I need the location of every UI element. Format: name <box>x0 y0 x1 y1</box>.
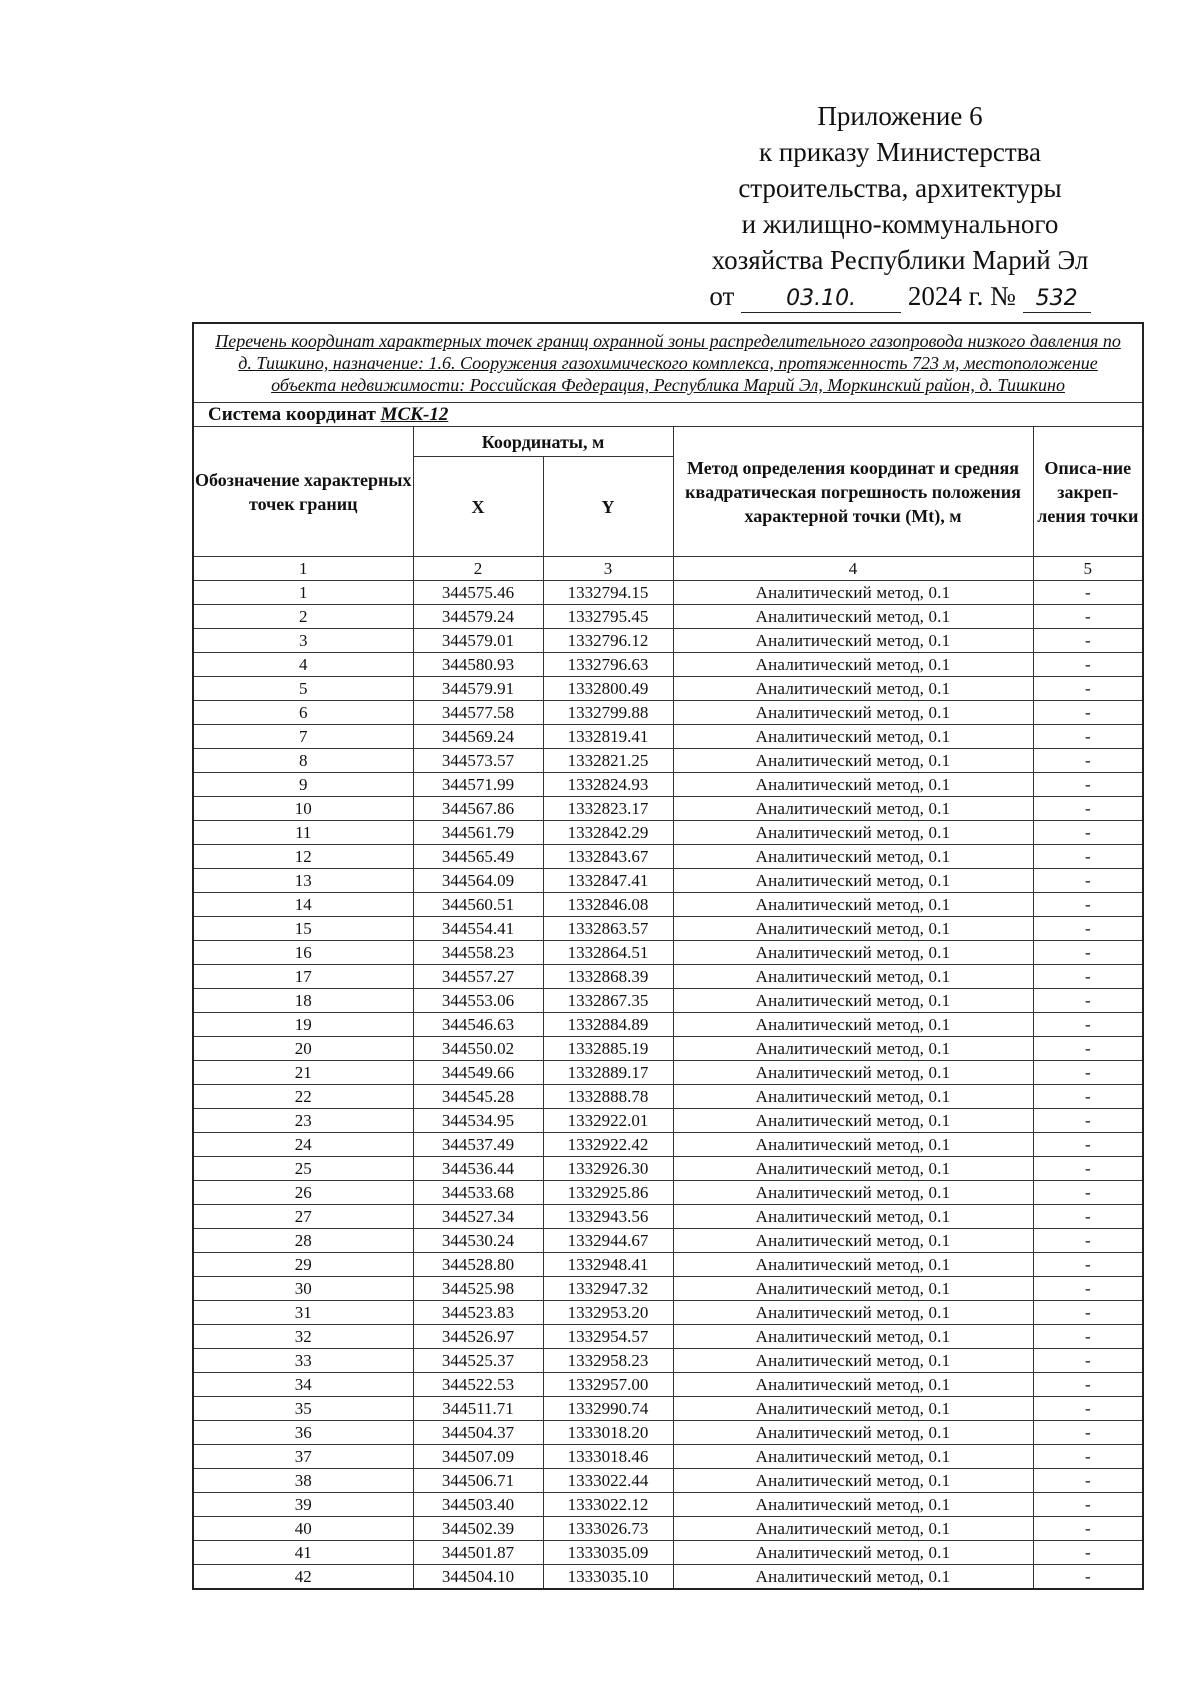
table-row <box>193 797 1143 821</box>
method: Аналитический метод, 0.1 <box>673 1325 1033 1349</box>
coord-y: 1332953.20 <box>543 1301 673 1325</box>
fixing-description: - <box>1033 1037 1143 1061</box>
table-row <box>193 1061 1143 1085</box>
coord-y: 1332794.15 <box>543 581 673 605</box>
coord-y: 1332889.17 <box>543 1061 673 1085</box>
coord-x: 344530.24 <box>413 1229 543 1253</box>
point-number: 36 <box>193 1421 413 1445</box>
coord-x: 344528.80 <box>413 1253 543 1277</box>
table-row <box>193 1109 1143 1133</box>
coord-x: 344565.49 <box>413 845 543 869</box>
table-row <box>193 1085 1143 1109</box>
coord-x: 344527.34 <box>413 1205 543 1229</box>
point-number: 14 <box>193 893 413 917</box>
fixing-description: - <box>1033 725 1143 749</box>
table-row <box>193 1013 1143 1037</box>
point-number: 29 <box>193 1253 413 1277</box>
fixing-description: - <box>1033 989 1143 1013</box>
method: Аналитический метод, 0.1 <box>673 1229 1033 1253</box>
table-row <box>193 941 1143 965</box>
table-row <box>193 965 1143 989</box>
order-date-line <box>640 278 1160 314</box>
fixing-description: - <box>1033 1493 1143 1517</box>
table-row <box>193 605 1143 629</box>
point-number: 39 <box>193 1493 413 1517</box>
coord-y: 1332958.23 <box>543 1349 673 1373</box>
method: Аналитический метод, 0.1 <box>673 1157 1033 1181</box>
table-row <box>193 653 1143 677</box>
method: Аналитический метод, 0.1 <box>673 1205 1033 1229</box>
header-line: хозяйства Республики Марий Эл <box>711 245 1089 275</box>
coord-y: 1332944.67 <box>543 1229 673 1253</box>
method: Аналитический метод, 0.1 <box>673 1517 1033 1541</box>
fixing-description: - <box>1033 1013 1143 1037</box>
header-line: к приказу Министерства <box>758 137 1042 167</box>
fixing-description: - <box>1033 1133 1143 1157</box>
method: Аналитический метод, 0.1 <box>673 1277 1033 1301</box>
table-row <box>193 749 1143 773</box>
coord-x: 344558.23 <box>413 941 543 965</box>
point-number: 42 <box>193 1565 413 1590</box>
point-number: 9 <box>193 773 413 797</box>
point-number: 27 <box>193 1205 413 1229</box>
coord-y: 1332847.41 <box>543 869 673 893</box>
coord-y: 1332824.93 <box>543 773 673 797</box>
coord-y: 1332868.39 <box>543 965 673 989</box>
coord-x: 344579.91 <box>413 677 543 701</box>
coord-y: 1333018.46 <box>543 1445 673 1469</box>
point-number: 17 <box>193 965 413 989</box>
coord-x: 344511.71 <box>413 1397 543 1421</box>
coord-y: 1332800.49 <box>543 677 673 701</box>
point-number: 6 <box>193 701 413 725</box>
fixing-description: - <box>1033 1517 1143 1541</box>
coord-y: 1332926.30 <box>543 1157 673 1181</box>
table-row <box>193 629 1143 653</box>
coord-x: 344506.71 <box>413 1469 543 1493</box>
coord-x: 344560.51 <box>413 893 543 917</box>
coord-x: 344567.86 <box>413 797 543 821</box>
coord-y: 1332796.12 <box>543 629 673 653</box>
method: Аналитический метод, 0.1 <box>673 677 1033 701</box>
table-row <box>193 1325 1143 1349</box>
coord-x: 344550.02 <box>413 1037 543 1061</box>
coord-y: 1332888.78 <box>543 1085 673 1109</box>
coord-y: 1332863.57 <box>543 917 673 941</box>
coord-y: 1332823.17 <box>543 797 673 821</box>
column-number: 5 <box>1033 557 1143 581</box>
point-number: 22 <box>193 1085 413 1109</box>
method: Аналитический метод, 0.1 <box>673 605 1033 629</box>
table-row <box>193 1037 1143 1061</box>
method: Аналитический метод, 0.1 <box>673 893 1033 917</box>
coord-y: 1333026.73 <box>543 1517 673 1541</box>
fixing-description: - <box>1033 749 1143 773</box>
method: Аналитический метод, 0.1 <box>673 1541 1033 1565</box>
fixing-description: - <box>1033 1205 1143 1229</box>
coord-y: 1333022.12 <box>543 1493 673 1517</box>
table-row <box>193 1181 1143 1205</box>
coord-y: 1333035.10 <box>543 1565 673 1590</box>
method: Аналитический метод, 0.1 <box>673 797 1033 821</box>
column-number: 1 <box>193 557 413 581</box>
coord-x: 344564.09 <box>413 869 543 893</box>
table-row <box>193 1469 1143 1493</box>
table-row <box>193 1349 1143 1373</box>
coord-y: 1332819.41 <box>543 725 673 749</box>
method: Аналитический метод, 0.1 <box>673 821 1033 845</box>
fixing-description: - <box>1033 1253 1143 1277</box>
coord-y: 1332885.19 <box>543 1037 673 1061</box>
fixing-description: - <box>1033 773 1143 797</box>
table-row <box>193 1517 1143 1541</box>
table-row <box>193 1565 1143 1590</box>
fixing-description: - <box>1033 701 1143 725</box>
coord-x: 344557.27 <box>413 965 543 989</box>
method: Аналитический метод, 0.1 <box>673 1445 1033 1469</box>
coord-y: 1332948.41 <box>543 1253 673 1277</box>
method: Аналитический метод, 0.1 <box>673 1421 1033 1445</box>
method: Аналитический метод, 0.1 <box>673 701 1033 725</box>
point-number: 37 <box>193 1445 413 1469</box>
table-row <box>193 1205 1143 1229</box>
fixing-description: - <box>1033 1349 1143 1373</box>
year-text: 2024 г. № <box>907 281 1016 311</box>
fixing-description: - <box>1033 1061 1143 1085</box>
coord-x: 344522.53 <box>413 1373 543 1397</box>
table-title: Перечень координат характерных точек границ охранной зоны распределительного газопровода низкого давления по д. Тишкино, назначение: 1.6. Сооружения газохимического комплекса, протяженность 723 м, местоположение объекта недвижимости: Российская Федерация, Республика Марий Эл, Моркинский район, д. Тишкино <box>193 323 1143 403</box>
table-row <box>193 1421 1143 1445</box>
coord-x: 344579.01 <box>413 629 543 653</box>
coord-x: 344507.09 <box>413 1445 543 1469</box>
fixing-description: - <box>1033 1445 1143 1469</box>
method: Аналитический метод, 0.1 <box>673 917 1033 941</box>
coord-y: 1332846.08 <box>543 893 673 917</box>
table-row <box>193 1157 1143 1181</box>
coord-y: 1333022.44 <box>543 1469 673 1493</box>
fixing-description: - <box>1033 1109 1143 1133</box>
method: Аналитический метод, 0.1 <box>673 1493 1033 1517</box>
point-number: 21 <box>193 1061 413 1085</box>
table-row <box>193 917 1143 941</box>
point-number: 5 <box>193 677 413 701</box>
coord-y: 1332925.86 <box>543 1181 673 1205</box>
coord-x: 344554.41 <box>413 917 543 941</box>
method: Аналитический метод, 0.1 <box>673 1181 1033 1205</box>
fixing-description: - <box>1033 1565 1143 1590</box>
point-number: 24 <box>193 1133 413 1157</box>
method: Аналитический метод, 0.1 <box>673 1037 1033 1061</box>
method: Аналитический метод, 0.1 <box>673 629 1033 653</box>
coord-y: 1332799.88 <box>543 701 673 725</box>
point-number: 2 <box>193 605 413 629</box>
method: Аналитический метод, 0.1 <box>673 1373 1033 1397</box>
fixing-description: - <box>1033 581 1143 605</box>
header-designation: Обозначение характерных точек границ <box>193 427 413 557</box>
point-number: 30 <box>193 1277 413 1301</box>
coord-y: 1332842.29 <box>543 821 673 845</box>
coord-x: 344537.49 <box>413 1133 543 1157</box>
point-number: 34 <box>193 1373 413 1397</box>
coord-x: 344561.79 <box>413 821 543 845</box>
point-number: 26 <box>193 1181 413 1205</box>
method: Аналитический метод, 0.1 <box>673 1085 1033 1109</box>
point-number: 13 <box>193 869 413 893</box>
header-x: X <box>413 457 543 557</box>
fixing-description: - <box>1033 1301 1143 1325</box>
point-number: 41 <box>193 1541 413 1565</box>
fixing-description: - <box>1033 629 1143 653</box>
fixing-description: - <box>1033 1469 1143 1493</box>
fixing-description: - <box>1033 893 1143 917</box>
fixing-description: - <box>1033 1325 1143 1349</box>
coord-y: 1332795.45 <box>543 605 673 629</box>
point-number: 8 <box>193 749 413 773</box>
method: Аналитический метод, 0.1 <box>673 941 1033 965</box>
document-header <box>640 98 1160 314</box>
method: Аналитический метод, 0.1 <box>673 989 1033 1013</box>
fixing-description: - <box>1033 1421 1143 1445</box>
header-description: Описа-ние закреп-ления точки <box>1033 427 1143 557</box>
fixing-description: - <box>1033 1397 1143 1421</box>
coord-x: 344526.97 <box>413 1325 543 1349</box>
table-row <box>193 869 1143 893</box>
coord-y: 1332990.74 <box>543 1397 673 1421</box>
table-row <box>193 1253 1143 1277</box>
coord-x: 344503.40 <box>413 1493 543 1517</box>
point-number: 25 <box>193 1157 413 1181</box>
fixing-description: - <box>1033 653 1143 677</box>
point-number: 18 <box>193 989 413 1013</box>
header-y: Y <box>543 457 673 557</box>
point-number: 1 <box>193 581 413 605</box>
fixing-description: - <box>1033 677 1143 701</box>
coordinate-system-code: МСК-12 <box>380 403 449 425</box>
column-number: 4 <box>673 557 1033 581</box>
coord-x: 344575.46 <box>413 581 543 605</box>
point-number: 7 <box>193 725 413 749</box>
method: Аналитический метод, 0.1 <box>673 653 1033 677</box>
point-number: 19 <box>193 1013 413 1037</box>
coord-y: 1332864.51 <box>543 941 673 965</box>
header-line: и жилищно-коммунального <box>741 209 1059 239</box>
fixing-description: - <box>1033 845 1143 869</box>
coord-y: 1332943.56 <box>543 1205 673 1229</box>
method: Аналитический метод, 0.1 <box>673 1397 1033 1421</box>
coord-x: 344523.83 <box>413 1301 543 1325</box>
method: Аналитический метод, 0.1 <box>673 749 1033 773</box>
coord-y: 1332957.00 <box>543 1373 673 1397</box>
table-row <box>193 893 1143 917</box>
method: Аналитический метод, 0.1 <box>673 845 1033 869</box>
coord-y: 1332954.57 <box>543 1325 673 1349</box>
point-number: 28 <box>193 1229 413 1253</box>
coord-x: 344504.37 <box>413 1421 543 1445</box>
fixing-description: - <box>1033 1181 1143 1205</box>
table-row <box>193 1541 1143 1565</box>
header-line: Приложение 6 <box>817 101 983 131</box>
method: Аналитический метод, 0.1 <box>673 1469 1033 1493</box>
coord-x: 344545.28 <box>413 1085 543 1109</box>
method: Аналитический метод, 0.1 <box>673 773 1033 797</box>
table-row <box>193 1373 1143 1397</box>
table-row <box>193 989 1143 1013</box>
column-number-row <box>193 557 1143 581</box>
table-row <box>193 845 1143 869</box>
point-number: 12 <box>193 845 413 869</box>
coord-x: 344553.06 <box>413 989 543 1013</box>
fixing-description: - <box>1033 1157 1143 1181</box>
table-row <box>193 581 1143 605</box>
coord-x: 344501.87 <box>413 1541 543 1565</box>
coord-y: 1332884.89 <box>543 1013 673 1037</box>
table-row <box>193 1445 1143 1469</box>
method: Аналитический метод, 0.1 <box>673 1061 1033 1085</box>
coord-x: 344573.57 <box>413 749 543 773</box>
coord-x: 344534.95 <box>413 1109 543 1133</box>
point-number: 15 <box>193 917 413 941</box>
coord-y: 1333018.20 <box>543 1421 673 1445</box>
fixing-description: - <box>1033 1229 1143 1253</box>
coord-x: 344504.10 <box>413 1565 543 1590</box>
table-row <box>193 677 1143 701</box>
coord-y: 1333035.09 <box>543 1541 673 1565</box>
coord-x: 344533.68 <box>413 1181 543 1205</box>
header-coordinates: Координаты, м <box>413 427 673 457</box>
coord-y: 1332867.35 <box>543 989 673 1013</box>
coord-x: 344502.39 <box>413 1517 543 1541</box>
handwritten-date: 03.10. <box>741 286 901 313</box>
column-number: 3 <box>543 557 673 581</box>
method: Аналитический метод, 0.1 <box>673 869 1033 893</box>
fixing-description: - <box>1033 605 1143 629</box>
fixing-description: - <box>1033 1541 1143 1565</box>
fixing-description: - <box>1033 941 1143 965</box>
fixing-description: - <box>1033 821 1143 845</box>
point-number: 10 <box>193 797 413 821</box>
coord-y: 1332843.67 <box>543 845 673 869</box>
fixing-description: - <box>1033 1373 1143 1397</box>
handwritten-order-number: 532 <box>1023 286 1091 313</box>
coordinates-table <box>192 322 1144 1590</box>
method: Аналитический метод, 0.1 <box>673 1349 1033 1373</box>
method: Аналитический метод, 0.1 <box>673 581 1033 605</box>
method: Аналитический метод, 0.1 <box>673 1565 1033 1590</box>
table-row <box>193 821 1143 845</box>
date-prefix: от <box>709 281 735 311</box>
fixing-description: - <box>1033 869 1143 893</box>
point-number: 35 <box>193 1397 413 1421</box>
coord-x: 344536.44 <box>413 1157 543 1181</box>
method: Аналитический метод, 0.1 <box>673 1301 1033 1325</box>
coordinate-system-label: Система координат <box>208 403 376 425</box>
fixing-description: - <box>1033 797 1143 821</box>
coord-y: 1332821.25 <box>543 749 673 773</box>
coord-x: 344525.98 <box>413 1277 543 1301</box>
method: Аналитический метод, 0.1 <box>673 1013 1033 1037</box>
table-row <box>193 725 1143 749</box>
point-number: 38 <box>193 1469 413 1493</box>
method: Аналитический метод, 0.1 <box>673 1253 1033 1277</box>
coord-y: 1332922.42 <box>543 1133 673 1157</box>
point-number: 4 <box>193 653 413 677</box>
point-number: 32 <box>193 1325 413 1349</box>
table-row <box>193 1277 1143 1301</box>
coord-y: 1332922.01 <box>543 1109 673 1133</box>
table-row <box>193 1493 1143 1517</box>
header-line: строительства, архитектуры <box>738 173 1062 203</box>
point-number: 11 <box>193 821 413 845</box>
point-number: 16 <box>193 941 413 965</box>
method: Аналитический метод, 0.1 <box>673 725 1033 749</box>
table-row <box>193 773 1143 797</box>
point-number: 23 <box>193 1109 413 1133</box>
method: Аналитический метод, 0.1 <box>673 1109 1033 1133</box>
table-row <box>193 1229 1143 1253</box>
coord-x: 344577.58 <box>413 701 543 725</box>
coord-y: 1332947.32 <box>543 1277 673 1301</box>
coord-x: 344549.66 <box>413 1061 543 1085</box>
table-row <box>193 1133 1143 1157</box>
fixing-description: - <box>1033 965 1143 989</box>
table-row <box>193 1397 1143 1421</box>
coord-x: 344580.93 <box>413 653 543 677</box>
coord-x: 344569.24 <box>413 725 543 749</box>
fixing-description: - <box>1033 917 1143 941</box>
fixing-description: - <box>1033 1085 1143 1109</box>
table-row <box>193 1301 1143 1325</box>
point-number: 20 <box>193 1037 413 1061</box>
table-row <box>193 701 1143 725</box>
fixing-description: - <box>1033 1277 1143 1301</box>
point-number: 40 <box>193 1517 413 1541</box>
point-number: 3 <box>193 629 413 653</box>
coord-x: 344525.37 <box>413 1349 543 1373</box>
coord-x: 344571.99 <box>413 773 543 797</box>
header-method: Метод определения координат и средняя квадратическая погрешность положения характерной точки (Mt), м <box>673 427 1033 557</box>
point-number: 31 <box>193 1301 413 1325</box>
coordinate-system <box>193 403 1143 427</box>
method: Аналитический метод, 0.1 <box>673 1133 1033 1157</box>
point-number: 33 <box>193 1349 413 1373</box>
coord-y: 1332796.63 <box>543 653 673 677</box>
coord-x: 344546.63 <box>413 1013 543 1037</box>
column-number: 2 <box>413 557 543 581</box>
method: Аналитический метод, 0.1 <box>673 965 1033 989</box>
coord-x: 344579.24 <box>413 605 543 629</box>
